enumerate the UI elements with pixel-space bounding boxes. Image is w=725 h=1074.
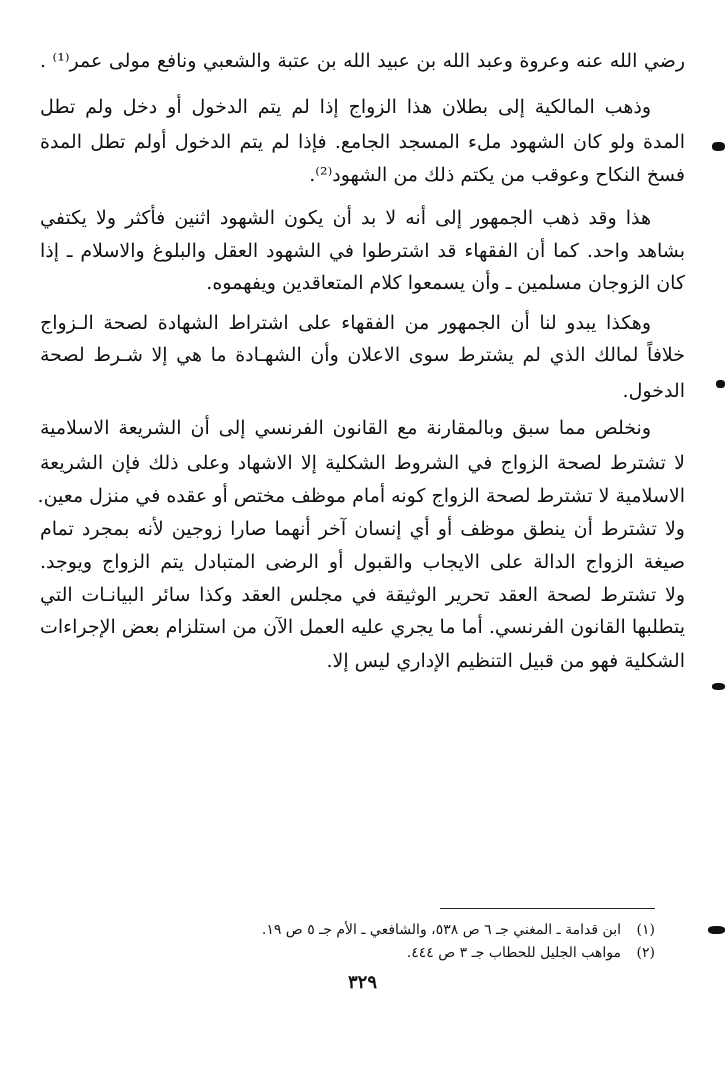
footnote <box>95 942 655 964</box>
page-number: ٣٢٩ <box>347 972 377 993</box>
text-line: وذهب المالكية إلى بطلان هذا الزواج إذا لم يتم الدخول أو دخل ولم تطل <box>40 96 651 118</box>
footnote <box>95 919 655 941</box>
text-line: فسخ النكاح وعوقب من يكتم ذلك من الشهود⁽²⁾. <box>309 164 685 186</box>
text-line: هذا وقد ذهب الجمهور إلى أنه لا بد أن يكون الشهود اثنين فأكثر ولا يكتفي <box>40 207 651 229</box>
text-line: ولا تشترط أن ينطق موظف أو أي إنسان آخر أنهما صارا زوجين لأنه بمجرد تمام <box>40 518 685 540</box>
text-line: كان الزوجان مسلمين ـ وأن يسمعوا كلام المتعاقدين ويفهموه. <box>206 272 685 294</box>
text-line: ونخلص مما سبق وبالمقارنة مع القانون الفرنسي إلى أن الشريعة الاسلامية <box>40 417 651 439</box>
text-line: يتطلبها القانون الفرنسي. أما ما يجري عليه العمل الآن من استلزام بعض الإجراءات <box>40 616 685 638</box>
footnote-text: مواهب الجليل للحطاب جـ ٣ ص ٤٤٤. <box>406 945 621 961</box>
footnote-divider <box>440 908 655 909</box>
document-page <box>37 0 686 1074</box>
text-line: ولا تشترط لصحة العقد تحرير الوثيقة في مجلس العقد وكذا سائر البيانـات التي <box>40 584 685 606</box>
text-line: بشاهد واحد. كما أن الفقهاء قد اشترطوا في الشهود العقل والبلوغ والاسلام ـ إذا <box>40 240 685 262</box>
footnote-number: (٢) <box>636 945 655 961</box>
text-line: لا تشترط لصحة الزواج في الشروط الشكلية إلا الاشهاد وعلى ذلك فإن الشريعة <box>40 452 685 474</box>
text-line: الشكلية فهو من قبيل التنظيم الإداري ليس إلا. <box>326 650 685 672</box>
text-line: الدخول. <box>622 380 685 402</box>
footnote-text: ابن قدامة ـ المغني جـ ٦ ص ٥٣٨، والشافعي ـ الأم جـ ٥ ص ١٩. <box>261 922 621 938</box>
footnote-number: (١) <box>636 922 655 938</box>
text-line: صيغة الزواج الدالة على الايجاب والقبول أو الرضى المتبادل يتم الزواج ويوجد. <box>40 551 685 573</box>
scan-mark <box>712 142 725 151</box>
scan-mark <box>712 683 725 690</box>
text-line: الاسلامية لا تشترط لصحة الزواج كونه أمام موظف مختص أو عقده في منزل معين. <box>37 485 685 507</box>
text-line: المدة ولو كان الشهود ملء المسجد الجامع. فإذا لم يتم الدخول أولم تطل المدة <box>40 131 685 153</box>
scan-mark <box>708 926 725 934</box>
text-line: وهكذا يبدو لنا أن الجمهور من الفقهاء على اشتراط الشهادة لصحة الـزواج <box>40 312 651 334</box>
text-line: رضي الله عنه وعروة وعبد الله بن عبيد الله بن عتبة والشعبي ونافع مولى عمر⁽¹⁾ . <box>40 50 686 72</box>
text-line: خلافاً لمالك الذي لم يشترط سوى الاعلان وأن الشهـادة ما هي إلا شـرط لصحة <box>40 344 685 366</box>
scan-mark <box>716 380 725 388</box>
